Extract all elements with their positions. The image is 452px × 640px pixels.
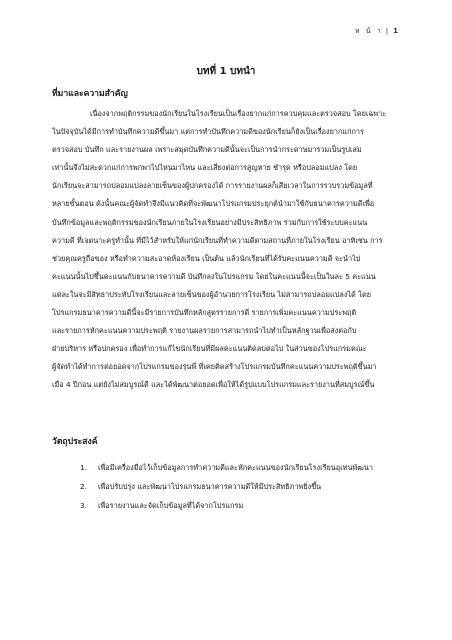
page-label: ห น้ า	[354, 27, 383, 35]
paragraph-line: ผู้จัดทำได้ทำการต่อยอดจากโปรแกรมของรุ่นพี่ ที่เคยคิดสร้างโปรแกรมบันทึกคะแนนความประพฤติขึ้นมา	[52, 362, 377, 372]
paragraph-line: ความดี ที่เจตนาะครูทำนั้น ที่มีไว้สำหรับให้แก่นักเรียนที่ทำความดีตามสถานที่ภายในโรงเรียน อาทิเช่น การ	[52, 235, 383, 245]
list-item-text: เพื่อมีเครื่องมือไว้เก็บข้อมูลการทำความดีและหักคะแนนของนักเรียนโรงเรียนอุเทนพัฒนา	[98, 463, 373, 472]
paragraph-line: ตรวจสอบ บันทึก และรายงานผล เพราะสมุดบันทึกความดีนั้นจะเป็นการนำกระดาษมารวมเป็นรูปเล่ม	[52, 145, 362, 155]
list-item-text: เพื่อรายงานและจัดเก็บข้อมูลที่ได้จากโปรแกรม	[98, 501, 244, 510]
page-header	[355, 26, 398, 37]
paragraph-line: โปรแกรมธนาคารความดีนี้จะมีรายการบันทึกหลักสูตรรายการดี รายการเพิ่มคะแนนความประพฤติ	[52, 308, 357, 318]
list-item-number: 2.	[80, 482, 87, 491]
page-number: 1	[393, 27, 398, 35]
list-item	[80, 477, 410, 496]
list-item-text: เพื่อปรับปรุง และพัฒนาโปรแกรมธนาคารความดีให้มีประสิทธิภาพยิ่งขึ้น	[98, 482, 322, 491]
paragraph-line: แต่ละในจะมีสิทธาประทับโรงเรียนและลายเซ็นของผู้อำนวยการโรงเรียน ไม่สามารถปลอมแปลงได้ โดย	[52, 289, 372, 299]
paragraph-line: เท่านั้นจึงไม่สะดวกแก่การพกพาไปไหนมาไหน และเสี่ยงต่อการสูญหาย ชำรุด หรือปลอมแปลง โดย	[52, 163, 358, 173]
paragraph-line: หลายขั้นตอน ดังนั้นคณะผู้จัดทำจึงมีแนวคิดที่จะพัฒนาโปรแกรมประยุกต์นำมาใช้กับธนาคารความดีเพื่อ	[52, 199, 375, 209]
paragraph-line: นักเรียนจะสามารถปลอมแปลงลายเซ็นของผู้ปกครองได้ การรายงานผลก็เสียเวลาในการรวบรวมข้อมูลที่	[52, 181, 373, 191]
chapter-title: บทที่ 1 บทนำ	[196, 66, 256, 77]
background-paragraph	[52, 105, 406, 395]
paragraph-line: เมื่อ 4 ปีก่อน แต่ยังไม่สมบูรณ์ดี และได้พัฒนาต่อยอดเพื่อให้ได้รูปแบบโปรแกรมและรายงานที่สมบูรณ์ขึ้น	[52, 380, 375, 390]
section-heading-objectives: วัตถุประสงค์	[52, 437, 98, 447]
list-item	[80, 458, 410, 477]
paragraph-line: ฝ่ายบริหาร หรือปกครอง เพื่อทำการแก้ไขนักเรียนที่มีผลคะแนนติดลบต่อไป ในส่วนของโปรแกรมคณะ	[52, 344, 367, 354]
header-separator: |	[385, 27, 391, 35]
list-item	[80, 496, 410, 515]
paragraph-line: และรายการหักคะแนนความประพฤติ รายงานผลรายการสามารถนำไปทำเป็นหลักฐานเพื่อส่งต่อกับ	[52, 326, 357, 336]
paragraph-line: บันทึกข้อมูลและพฤติกรรมของนักเรียนภายในโรงเรียนอย่างมีประสิทธิภาพ ร่วมกับการใช้ระบบคะแนน	[52, 217, 368, 227]
objectives-list	[80, 458, 410, 515]
list-item-number: 1.	[80, 463, 87, 472]
paragraph-line: ในปัจจุบันได้มีการทำบันทึกความดีขึ้นมา แต่การทำบันทึกความดีของนักเรียนก็ยังเป็นเรื่องยากแก่การ	[52, 127, 364, 137]
paragraph-line: เนื่องจากพฤติกรรมของนักเรียนในโรงเรียนเป็นเรื่องยากแก่การควบคุมและตรวจสอบ โดยเฉพาะ	[90, 109, 387, 118]
paragraph-line: ช่วยคุณครูถือของ หรือทำความสะอาดห้องเรียน เป็นต้น แล้วนักเรียนที่ได้รับคะแนนความดี จะนำไป	[52, 253, 361, 263]
section-heading-background: ที่มาและความสำคัญ	[52, 89, 128, 99]
paragraph-line: คะแนนนั้นไปขึ้นคะแนนกับธนาคารความดี บันทึกลงในโปรแกรม โดยในคะแนนนี้จะเป็นในละ 5 คะแนน	[52, 271, 376, 281]
list-item-number: 3.	[80, 501, 87, 510]
